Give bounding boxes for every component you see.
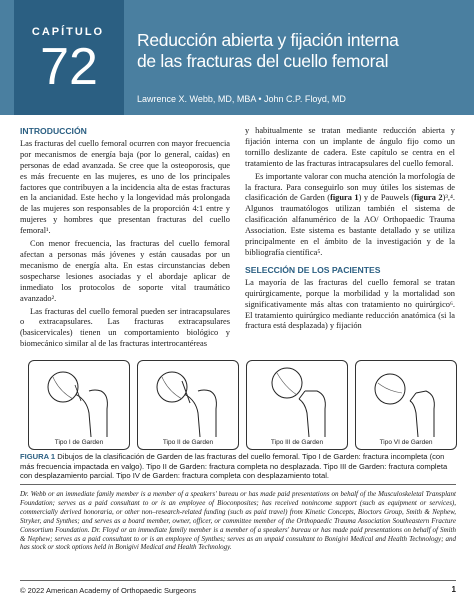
garden-type-3-panel (246, 360, 348, 450)
caption-label: FIGURA 1 (20, 452, 56, 461)
panel-label: Tipo II de Garden (162, 439, 214, 446)
femur-drawing-type-2 (138, 361, 238, 441)
paragraph: Con menor frecuencia, las fracturas del cuello femoral afectan a personas más jóvenes y están causadas por un mecanismo de energía alta. En estas circunstancias deben sospecharse lesiones asociadas y el abordaje aplicar de inmediato los protocolos de soporte vital traumático avanzado². (20, 239, 230, 303)
figure-2-reference[interactable]: figura 2 (414, 193, 443, 203)
right-column (245, 126, 455, 332)
figure-1-reference[interactable]: figura 1 (330, 193, 359, 203)
page-number: 1 (451, 585, 456, 594)
femur-drawing-type-1 (29, 361, 129, 441)
chapter-title-line-1: Reducción abierta y fijación interna (137, 30, 399, 50)
chapter-title-line-2: de las fracturas del cuello femoral (137, 51, 389, 71)
femur-drawing-type-4 (356, 361, 456, 441)
garden-type-2-panel (137, 360, 239, 450)
chapter-label: CAPÍTULO (31, 26, 105, 38)
chapter-title (137, 30, 457, 72)
paragraph: La mayoría de las fracturas del cuello femoral se tratan quirúrgicamente, porque la morbilidad y la mortalidad son significativamente más altas con tratamiento no quirúrgico⁶. El tratamiento quirúrgico mediante reducción anatómica (si la fractura está desplazada) y fijación (245, 277, 455, 331)
chapter-header (0, 0, 474, 115)
panel-label: Tipo III de Garden (270, 439, 324, 446)
paragraph: Las fracturas del cuello femoral ocurren con mayor frecuencia por mecanismos de energía baja (por lo general, caídas) en personas de edad avanzada. Se cree que la osteoporosis, que es más frecuente en las mujeres, es uno de los principales factores que contribuyen a la incidencia alta de estas fracturas en la ancianidad. Este hecho y la longevidad más prolongada de las mujeres son responsables de la proporción 4:1 entre y mujeres y hombres que presentan fracturas del cuello femoral¹. (20, 138, 230, 236)
text-run: )³,⁴. Algunos traumatólogos utilizan también el sistema de clasificación alfanumérico de la AO/ Orthopaedic Trauma Association. Este sistema es bastante detallado y se utiliza principalmente en el ámbito de la investigación y de la bibliografía científica⁵. (245, 193, 455, 257)
divider (20, 580, 456, 581)
section-heading-patient-selection: SELECCIÓN DE LOS PACIENTES (245, 264, 381, 275)
divider (20, 484, 456, 485)
copyright: © 2022 American Academy of Orthopaedic Surgeons (20, 586, 197, 595)
disclosure-note: Dr. Webb or an immediate family member is a member of a speakers' bureau or has made paid presentations on behalf of the Musculoskeletal Transplant Foundation; serves as a paid consultant to or is an employee of Bioconposites; has received nonincome support (such as equipment or services), commercially derived honoraria, or other non–research-related funding (such as paid travel) from Kinetic Concepts, Bioctors Group, Smith & Nephew, Stryker, and Synthes; and serves as a board member, owner, officer, or committee member of the Orthopaedic Trauma Association Southeastern Fracture Consortium Foundation. Dr. Floyd or an immediate family member is a member of a speakers' bureau or has made paid presentations on behalf of Smith & Nephew; serves as a paid consultant to or is an employee of Synthes; serves as an unpaid consultant to Bonigivi Medical and Health Technology; and has stock or stock options held in Bonigivi Medical and Health Technology. (20, 490, 456, 552)
garden-type-4-panel (355, 360, 457, 450)
text-run: ) y de Pauwels ( (358, 193, 415, 203)
left-column (20, 126, 230, 350)
paragraph (245, 172, 455, 259)
garden-type-1-panel (28, 360, 130, 450)
chapter-number: 72 (40, 38, 98, 96)
text-run: Es importante valorar con mucha atención la morfología de la fractura. Para conseguirlo son muy útiles los sistemas de clasificación de Garden ( (245, 171, 455, 203)
authors: Lawrence X. Webb, MD, MBA • John C.P. Floyd, MD (137, 94, 346, 104)
panel-label: Tipo I de Garden (54, 439, 104, 446)
paragraph: y habitualmente se tratan mediante reducción abierta y fijación interna con un implante de ángulo fijo como un tornillo deslizante de cadera. Este capítulo se centra en el tratamiento de las fracturas intracapsulares del cuello femoral. (245, 126, 455, 168)
paragraph: Las fracturas del cuello femoral pueden ser intracapsulares o extracapsulares. Las fracturas extracapsulares (basicervicales) tienen un comportamiento biológico y biomecánico similar al de las fracturas intertrocantéreas (20, 306, 230, 349)
caption-text: Dibujos de la clasificación de Garden de las fracturas del cuello femoral. Tipo I de Garden: fractura incompleta (con más frecuencia impactada en valgo). Tipo II de Garden: fractura completa no desplazada. Tipo III de Garden: fractura completa con desplazamiento parcial. Tipo IV de Garden: fractura completa con desplazamiento total. (20, 452, 448, 481)
section-heading-introduction: INTRODUCCIÓN (20, 126, 87, 136)
femur-drawing-type-3 (247, 361, 347, 441)
figure-1-caption (20, 452, 456, 481)
panel-label: Tipo VI de Garden (379, 439, 433, 446)
figure-1 (20, 360, 456, 448)
